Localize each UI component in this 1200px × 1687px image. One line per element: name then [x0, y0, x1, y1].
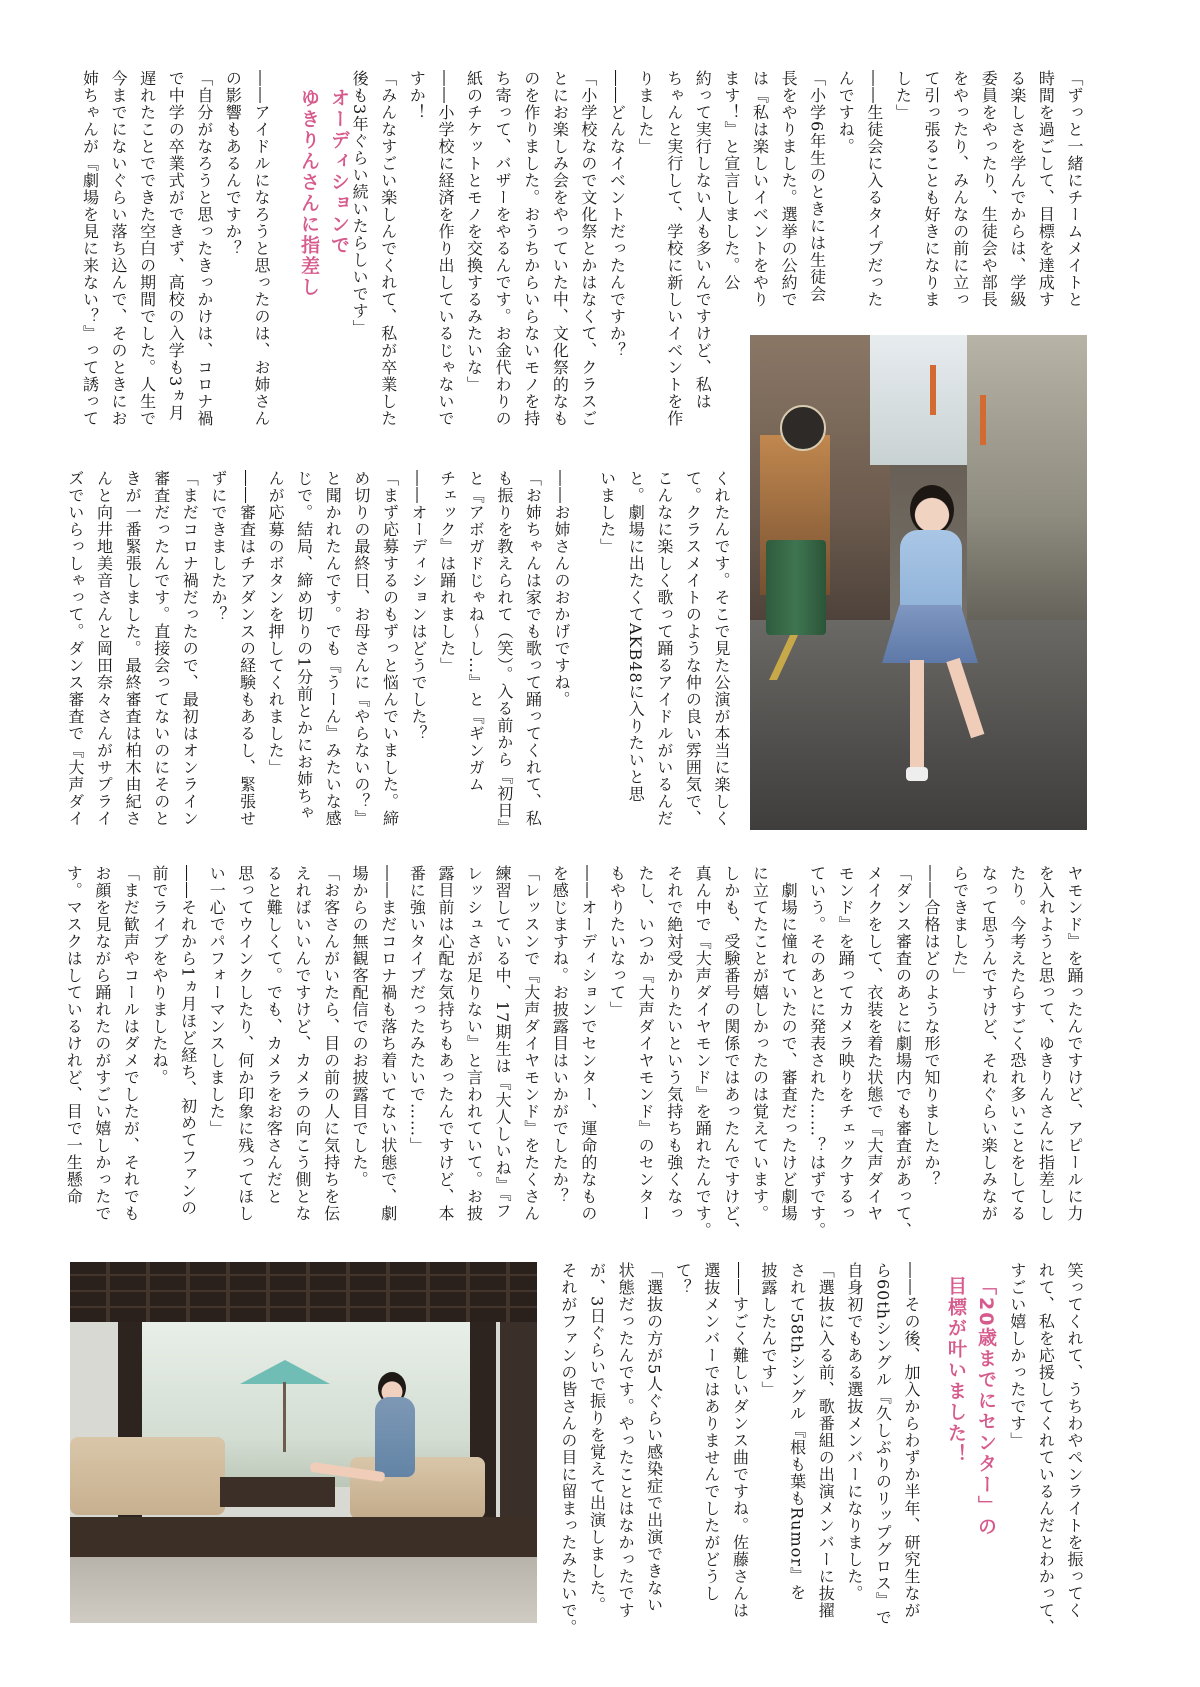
text-line: ずにできましたか？	[208, 470, 228, 623]
text-line: と。劇場に出たくてAKB48に入りたいと思	[626, 470, 646, 803]
text-line: すごい嬉しかったです」	[1007, 1262, 1027, 1449]
text-line: メイクをして、衣装を着た状態で『大声ダイヤ	[864, 865, 884, 1222]
text-line: ――その後、加入からわずか半年、研究生なが	[902, 1262, 921, 1619]
person-leg	[910, 660, 924, 770]
text-line: りました」	[636, 70, 656, 155]
text-line: ――生徒会に入るタイプだった	[864, 70, 884, 308]
text-line: のを作りました。おうちからいらないモノを持	[521, 70, 541, 427]
text-line: 委員をやったり、生徒会や部長	[979, 70, 999, 308]
text-line: 「小学校なので文化祭とかはなくて、クラスご	[578, 70, 598, 427]
text-line: 思ってウインクしたり、何か印象に残ってほし	[235, 865, 255, 1222]
text-line: 「ずっと一緒にチームメイトと	[1065, 70, 1084, 308]
text-line: した」	[893, 70, 913, 121]
floor	[70, 1557, 537, 1623]
table	[220, 1477, 335, 1507]
text-line: 「まず応募するのもずっと悩んでいました。締	[380, 470, 400, 827]
text-line: ――オーディションでセンター、運命的なもの	[578, 865, 598, 1222]
text-line: をやったり、みんなの前に立っ	[950, 70, 970, 308]
text-line: 場からの無観客配信でのお披露目でした。	[350, 865, 370, 1188]
text-line: て。クラスメイトのような仲の良い雰囲気で、	[683, 470, 703, 827]
sky	[870, 335, 980, 465]
text-line: 後も3年ぐらい続いたらしいです」	[350, 70, 370, 337]
text-line: されて58thシングル『根も葉もRumor』を	[787, 1262, 807, 1601]
text-line: んが応募のボタンを押してくれました」	[266, 470, 286, 776]
text-line: ――アイドルになろうと思ったのは、お姉さん	[252, 70, 271, 427]
text-line: 「レッスンで『大声ダイヤモンド』をたくさん	[521, 865, 541, 1222]
cafe-sign	[780, 405, 826, 451]
interview-text-top-left	[70, 70, 275, 442]
text-line: ズでいらっしゃって。ダンス審査で『大声ダイ	[65, 470, 85, 827]
text-line: 自身初でもある選抜メンバーになりました。	[844, 1262, 864, 1602]
text-line: 笑ってくれて、うちわやペンライトを振ってく	[1065, 1262, 1084, 1619]
text-line: んですね。	[836, 70, 856, 155]
text-line: と聞かれたんです。でも『うーん』みたいな感	[323, 470, 343, 827]
text-line: ――小学校に経済を作り出しているじゃないで	[435, 70, 455, 427]
person-top	[900, 530, 962, 615]
text-line: ――お姉さんのおかげですね。	[552, 470, 571, 708]
text-line: ――それから1ヵ月ほど経ち、初めてファンの	[178, 865, 198, 1217]
lantern	[930, 365, 936, 415]
text-line: んと向井地美音さんと岡田奈々さんがサプライ	[94, 470, 114, 827]
text-line: 今までにないぐらい落ち込んで、そのときにお	[109, 70, 129, 427]
text-line: ます！』と宣言しました。公	[721, 70, 741, 291]
text-line: を入れようと思って、ゆきりんさんに指差しし	[1036, 865, 1056, 1222]
text-line: ――オーディションはどうでした？	[409, 470, 429, 742]
text-line: 約って実行しない人も多いんですけど、私は	[693, 70, 713, 410]
text-line: 選抜メンバーではありませんでしたがどうし	[701, 1262, 721, 1602]
text-line: す。マスクはしているけれど、目で一生懸命	[64, 865, 84, 1205]
text-line: 「お客さんがいたら、目の前の人に気持ちを伝	[321, 865, 341, 1222]
text-line: 練習している中、17期生は『大人しいね』『フ	[493, 865, 513, 1220]
text-line: 真ん中で『大声ダイヤモンド』を踊れたんです。	[693, 865, 713, 1239]
text-line: る楽しさを学んでからは、学級	[1007, 70, 1027, 308]
text-line: 「まだ歓声やコールはダメでしたが、それでも	[121, 865, 141, 1222]
interview-text-bottom-right	[1000, 1262, 1088, 1634]
text-line: くれたんです。そこで見た公演が本当に楽しく	[712, 470, 731, 827]
heading-line-2: 目標が叶いました！	[945, 1276, 967, 1465]
text-line: それで絶対受かりたいという気持ちも強くなっ	[664, 865, 684, 1222]
deck	[70, 1517, 537, 1557]
text-line: 「選抜に入る前、歌番組の出演メンバーに抜擢	[816, 1262, 836, 1619]
building-right	[967, 335, 1087, 635]
text-line: 審査だったんです。直接会ってないのにそのと	[151, 470, 171, 827]
text-line: らできました」	[950, 865, 970, 984]
sofa	[70, 1437, 225, 1515]
text-line: が、3日ぐらいで振りを覚えて出演しました。	[587, 1262, 607, 1614]
person-head	[910, 485, 954, 535]
pavilion-photo	[70, 1262, 537, 1623]
text-line: 前でライブをやりましたね。	[150, 865, 169, 1086]
text-line: 姉ちゃんが『劇場を見に来ない？』って誘って	[80, 70, 100, 427]
text-line: しかも、受験番号の関係ではあったんですけど、	[721, 865, 741, 1239]
text-line: 紙のチケットとモノを交換するみたいな」	[464, 70, 484, 393]
text-line: お顔を見ながら踊れたのがすごい嬉しかったで	[92, 865, 112, 1222]
heading-line-1: オーディションで	[328, 88, 350, 256]
sofa	[350, 1457, 485, 1519]
text-line: ――審査はチアダンスの経験もあるし、緊張せ	[237, 470, 257, 827]
interview-text-third-band	[64, 865, 1088, 1239]
text-line: じで。結局、締め切りの1分前とかにお姉ちゃ	[294, 470, 314, 822]
text-line: ――どんなイベントだったんですか？	[607, 70, 627, 359]
text-line: も振りを教えられて（笑）。入る前から『初日』	[494, 470, 514, 836]
text-line: め切りの最終日、お母さんに『やらないの？』	[351, 470, 371, 827]
section-heading-audition	[288, 88, 354, 433]
text-line: ていう。そのあとに発表された……？はずです。	[807, 865, 827, 1239]
text-line: 「みんなすごい楽しんでくれて、私が卒業した	[378, 70, 398, 427]
text-line: 「まだコロナ禍だったので、最初はオンライン	[180, 470, 200, 827]
text-line: い一心でパフォーマンスしました」	[207, 865, 227, 1137]
person-body	[375, 1397, 415, 1477]
text-line: ち寄って、バザーをやるんです。お金代わりの	[493, 70, 513, 427]
text-line: こんなに楽しく歌って踊るアイドルがいるんだ	[654, 470, 674, 827]
text-line: 「お姉ちゃんは家でも歌って踊ってくれて、私	[523, 470, 543, 827]
text-line: は『私は楽しいイベントをやり	[750, 70, 770, 308]
heading-line-1: 「20歳までにセンター」の	[975, 1276, 997, 1538]
text-line: とにお楽しみ会をやっていた中、文化祭的なも	[550, 70, 570, 427]
text-line: 劇場に憧れていたので、審査だったけど劇場	[779, 865, 799, 1222]
text-line: レッシュさが足りない』と言われていて。お披	[464, 865, 484, 1222]
text-line: 「自分がなろうと思ったきっかけは、コロナ禍	[194, 70, 214, 427]
roof-beams	[70, 1262, 537, 1322]
text-line: ヤモンド』を踊ったんですけど、アピールに力	[1065, 865, 1084, 1222]
person-shoe	[906, 767, 928, 781]
text-line: きが一番緊張しました。最終審査は柏木由紀さ	[123, 470, 143, 827]
text-line: すか！	[407, 70, 427, 121]
text-line: 露目前は心配な気持ちもあったんですけど、本	[435, 865, 455, 1222]
text-line: 遅れたことでできた空白の期間でした。人生で	[137, 70, 157, 427]
text-line: れて、私を応援してくれているんだとわかって、	[1036, 1262, 1056, 1636]
umbrella-pole	[283, 1382, 286, 1452]
text-line: ると難しくて。でも、カメラをお客さんだと	[264, 865, 284, 1205]
trash-bin	[766, 540, 826, 635]
text-line: ――すごく難しいダンス曲ですね。佐藤さんは	[730, 1262, 750, 1619]
street-photo	[750, 335, 1087, 830]
text-line: チェック』は踊れました」	[437, 470, 457, 674]
text-line: たり。今考えたらすごく恐れ多いことをしてる	[1007, 865, 1027, 1222]
text-line: 長をやりました。選挙の公約で	[779, 70, 799, 308]
text-line: 番に強いタイプだったみたいで……」	[407, 865, 427, 1154]
text-line: なって思うんですけど、それぐらい楽しみなが	[979, 865, 999, 1222]
interview-text-middle-right	[585, 470, 735, 842]
text-line: いました」	[597, 470, 617, 555]
text-line: それがファンの皆さんの目に留まったみたいで。	[558, 1262, 578, 1636]
text-line: て引っ張ることも好きになりま	[922, 70, 942, 308]
section-heading-center	[935, 1276, 1001, 1621]
text-line: 披露したんです」	[759, 1262, 779, 1398]
text-line: 「小学6年生のときには生徒会	[807, 70, 827, 303]
text-line: て？	[673, 1262, 693, 1296]
interview-text-bottom-left	[555, 1262, 925, 1634]
text-line: えればいいんですけど、カメラの向こう側とな	[292, 865, 312, 1222]
text-line: で中学の卒業式ができず、高校の入学も3ヵ月	[166, 70, 186, 422]
text-line: ――合格はどのような形で知りましたか？	[922, 865, 942, 1188]
text-line: に立てたことが嬉しかったのは覚えています。	[750, 865, 770, 1222]
text-line: 状態だったんです。やったことはなかったです	[616, 1262, 636, 1619]
text-line: モンド』を踊ってカメラ映りをチェックするっ	[836, 865, 856, 1222]
text-line: たし、いつか『大声ダイヤモンド』のセンター	[636, 865, 656, 1222]
text-line: 「ダンス審査のあとに劇場内でも審査があって、	[893, 865, 913, 1239]
text-line: ちゃんと実行して、学校に新しいイベントを作	[664, 70, 684, 427]
text-line: を感じますね。お披露目はいかがでしたか？	[550, 865, 570, 1205]
person-skirt	[882, 605, 978, 663]
text-line: 「選抜の方が5人ぐらい感染症で出演できない	[644, 1262, 664, 1614]
text-line: ――まだコロナ禍も落ち着いてない状態で、劇	[378, 865, 398, 1222]
text-line: と『アボガドじゃね～し…』と『ギンガム	[466, 470, 486, 793]
lantern	[980, 395, 986, 445]
interview-text-middle-left	[65, 470, 575, 842]
text-line: ら60thシングル『久しぶりのリップグロス』で	[873, 1262, 893, 1627]
text-line: の影響もあるんですか？	[223, 70, 243, 257]
text-line: 時間を過ごして、目標を達成す	[1036, 70, 1056, 308]
text-line: もやりたいなって」	[607, 865, 627, 1018]
heading-line-2: ゆきりんさんに指差し	[298, 88, 320, 298]
